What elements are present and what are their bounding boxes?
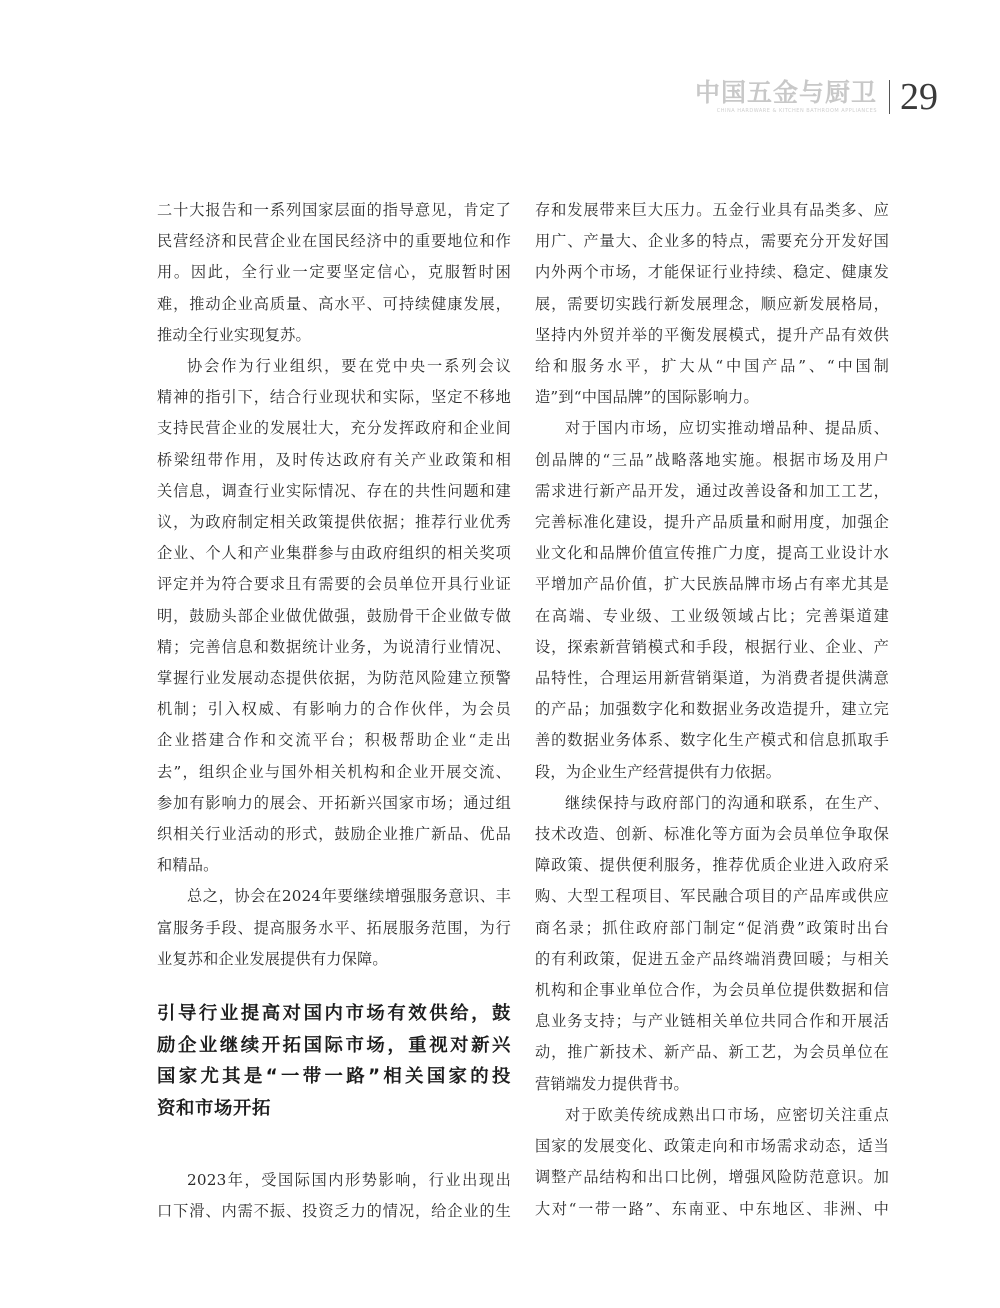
right-column xyxy=(535,195,889,1225)
page-header xyxy=(695,74,938,120)
text-line: 业文化和品牌价值宣传推广力度，提高工业设计水 xyxy=(535,544,889,563)
heading-line: 国家尤其是“一带一路”相关国家的投 xyxy=(157,1066,511,1088)
text-line: 品特性，合理运用新营销渠道，为消费者提供满意 xyxy=(535,669,889,688)
text-line: 桥梁纽带作用，及时传达政府有关产业政策和相 xyxy=(157,450,511,469)
text-line: 营销端发力提供背书。 xyxy=(535,1074,689,1093)
text-line: 用。因此，全行业一定要坚定信心，克服暂时困 xyxy=(157,263,511,282)
paragraph xyxy=(157,1165,511,1227)
heading-line: 励企业继续开拓国际市场，重视对新兴 xyxy=(157,1034,511,1056)
text-line: 商名录；抓住政府部门制定“促消费”政策时出台 xyxy=(535,918,889,937)
paragraph xyxy=(157,195,511,351)
text-line: 和精品。 xyxy=(157,856,219,875)
text-line: 对于国内市场，应切实推动增品种、提品质、 xyxy=(565,419,889,438)
text-line: 动，推广新技术、新产品、新工艺，为会员单位在 xyxy=(535,1043,889,1062)
paragraph xyxy=(535,788,889,1100)
text-line: 民营经济和民营企业在国民经济中的重要地位和作 xyxy=(157,232,511,251)
text-line: 明，鼓励头部企业做优做强，鼓励骨干企业做专做 xyxy=(157,606,511,625)
text-line: 在高端、专业级、工业级领域占比；完善渠道建 xyxy=(535,606,889,625)
text-line: 设，探索新营销模式和手段，根据行业、企业、产 xyxy=(535,637,889,656)
text-line: 继续保持与政府部门的沟通和联系，在生产、 xyxy=(565,793,889,812)
text-line: 口下滑、内需不振、投资乏力的情况，给企业的生 xyxy=(157,1202,511,1221)
text-line: 善的数据业务体系、数字化生产模式和信息抓取手 xyxy=(535,731,889,750)
text-line: 的有利政策，促进五金产品终端消费回暖；与相关 xyxy=(535,949,889,968)
text-line: 坚持内外贸并举的平衡发展模式，提升产品有效供 xyxy=(535,325,889,344)
text-line: 技术改造、创新、标准化等方面为会员单位争取保 xyxy=(535,825,889,844)
text-line: 存和发展带来巨大压力。五金行业具有品类多、应 xyxy=(535,201,889,219)
logo-subtext: CHINA HARDWARE & KITCHEN BATHROOM APPLIANCES xyxy=(716,108,877,114)
text-line: 2023年，受国际国内形势影响，行业出现出 xyxy=(187,1171,511,1190)
text-line: 的产品；加强数字化和数据业务改造提升，建立完 xyxy=(535,700,889,719)
text-line: 参加有影响力的展会、开拓新兴国家市场；通过组 xyxy=(157,793,511,812)
text-line: 富服务手段、提高服务水平、拓展服务范围，为行 xyxy=(157,918,511,937)
text-line: 大对“一带一路”、东南亚、中东地区、非洲、中 xyxy=(535,1199,889,1218)
text-line: 精神的指引下，结合行业现状和实际，坚定不移地 xyxy=(157,388,511,407)
page-number: 29 xyxy=(900,76,938,118)
text-line: 完善标准化建设，提升产品质量和耐用度，加强企 xyxy=(535,513,889,532)
text-line: 障政策、提供便利服务，推荐优质企业进入政府采 xyxy=(535,856,889,875)
text-line: 企业、个人和产业集群参与由政府组织的相关奖项 xyxy=(157,544,511,563)
text-line: 机构和企事业单位合作，为会员单位提供数据和信 xyxy=(535,981,889,1000)
text-line: 掌握行业发展动态提供依据，为防范风险建立预警 xyxy=(157,669,511,688)
header-divider xyxy=(889,80,890,114)
text-line: 给和服务水平，扩大从“中国产品”、“中国制 xyxy=(535,357,889,376)
text-line: 段，为企业生产经营提供有力依据。 xyxy=(535,762,782,781)
paragraph xyxy=(157,351,511,881)
text-line: 总之，协会在2024年要继续增强服务意识、丰 xyxy=(187,887,511,906)
text-line: 国家的发展变化、政策走向和市场需求动态，适当 xyxy=(535,1137,889,1156)
text-line: 企业搭建合作和交流平台；积极帮助企业“走出 xyxy=(157,731,511,750)
text-line: 需求进行新产品开发，通过改善设备和加工工艺， xyxy=(535,481,889,500)
text-line: 用广、产量大、企业多的特点，需要充分开发好国 xyxy=(535,232,889,251)
heading-line: 引导行业提高对国内市场有效供给，鼓 xyxy=(157,1003,511,1025)
text-line: 创品牌的“三品”战略落地实施。根据市场及用户 xyxy=(535,450,889,469)
text-line: 推动全行业实现复苏。 xyxy=(157,325,311,344)
paragraph xyxy=(535,413,889,787)
text-line: 支持民营企业的发展壮大，充分发挥政府和企业间 xyxy=(157,419,511,438)
text-line: 调整产品结构和出口比例，增强风险防范意识。加 xyxy=(535,1168,889,1187)
heading-line: 资和市场开拓 xyxy=(157,1097,271,1119)
text-line: 业复苏和企业发展提供有力保障。 xyxy=(157,949,388,968)
text-line: 去”，组织企业与国外相关机构和企业开展交流、 xyxy=(157,762,511,781)
magazine-logo xyxy=(695,79,877,115)
text-line: 评定并为符合要求且有需要的会员单位开具行业证 xyxy=(157,575,511,594)
text-line: 对于欧美传统成熟出口市场，应密切关注重点 xyxy=(565,1105,889,1124)
text-line: 难，推动企业高质量、高水平、可持续健康发展， xyxy=(157,294,511,313)
text-line: 购、大型工程项目、军民融合项目的产品库或供应 xyxy=(535,887,889,906)
text-line: 精；完善信息和数据统计业务，为说清行业情况、 xyxy=(157,637,511,656)
text-line: 议，为政府制定相关政策提供依据；推荐行业优秀 xyxy=(157,513,511,532)
text-line: 关信息，调查行业实际情况、存在的共性问题和建 xyxy=(157,481,511,500)
text-line: 展，需要切实践行新发展理念，顺应新发展格局， xyxy=(535,294,889,313)
paragraph xyxy=(535,195,889,413)
text-line: 平增加产品价值，扩大民族品牌市场占有率尤其是 xyxy=(535,575,889,594)
section-heading xyxy=(157,998,511,1124)
text-line: 内外两个市场，才能保证行业持续、稳定、健康发 xyxy=(535,263,889,282)
paragraph xyxy=(535,1100,889,1225)
text-line: 织相关行业活动的形式，鼓励企业推广新品、优品 xyxy=(157,825,511,844)
text-line: 机制；引入权威、有影响力的合作伙伴，为会员 xyxy=(157,700,511,719)
text-line: 息业务支持；与产业链相关单位共同合作和开展活 xyxy=(535,1012,889,1031)
paragraph xyxy=(157,881,511,975)
text-line: 造”到“中国品牌”的国际影响力。 xyxy=(535,388,759,407)
logo-text: 中国五金与厨卫 xyxy=(694,78,877,107)
text-line: 二十大报告和一系列国家层面的指导意见，肯定了 xyxy=(157,201,511,219)
text-line: 协会作为行业组织，要在党中央一系列会议 xyxy=(187,357,511,376)
left-column xyxy=(157,195,511,1227)
